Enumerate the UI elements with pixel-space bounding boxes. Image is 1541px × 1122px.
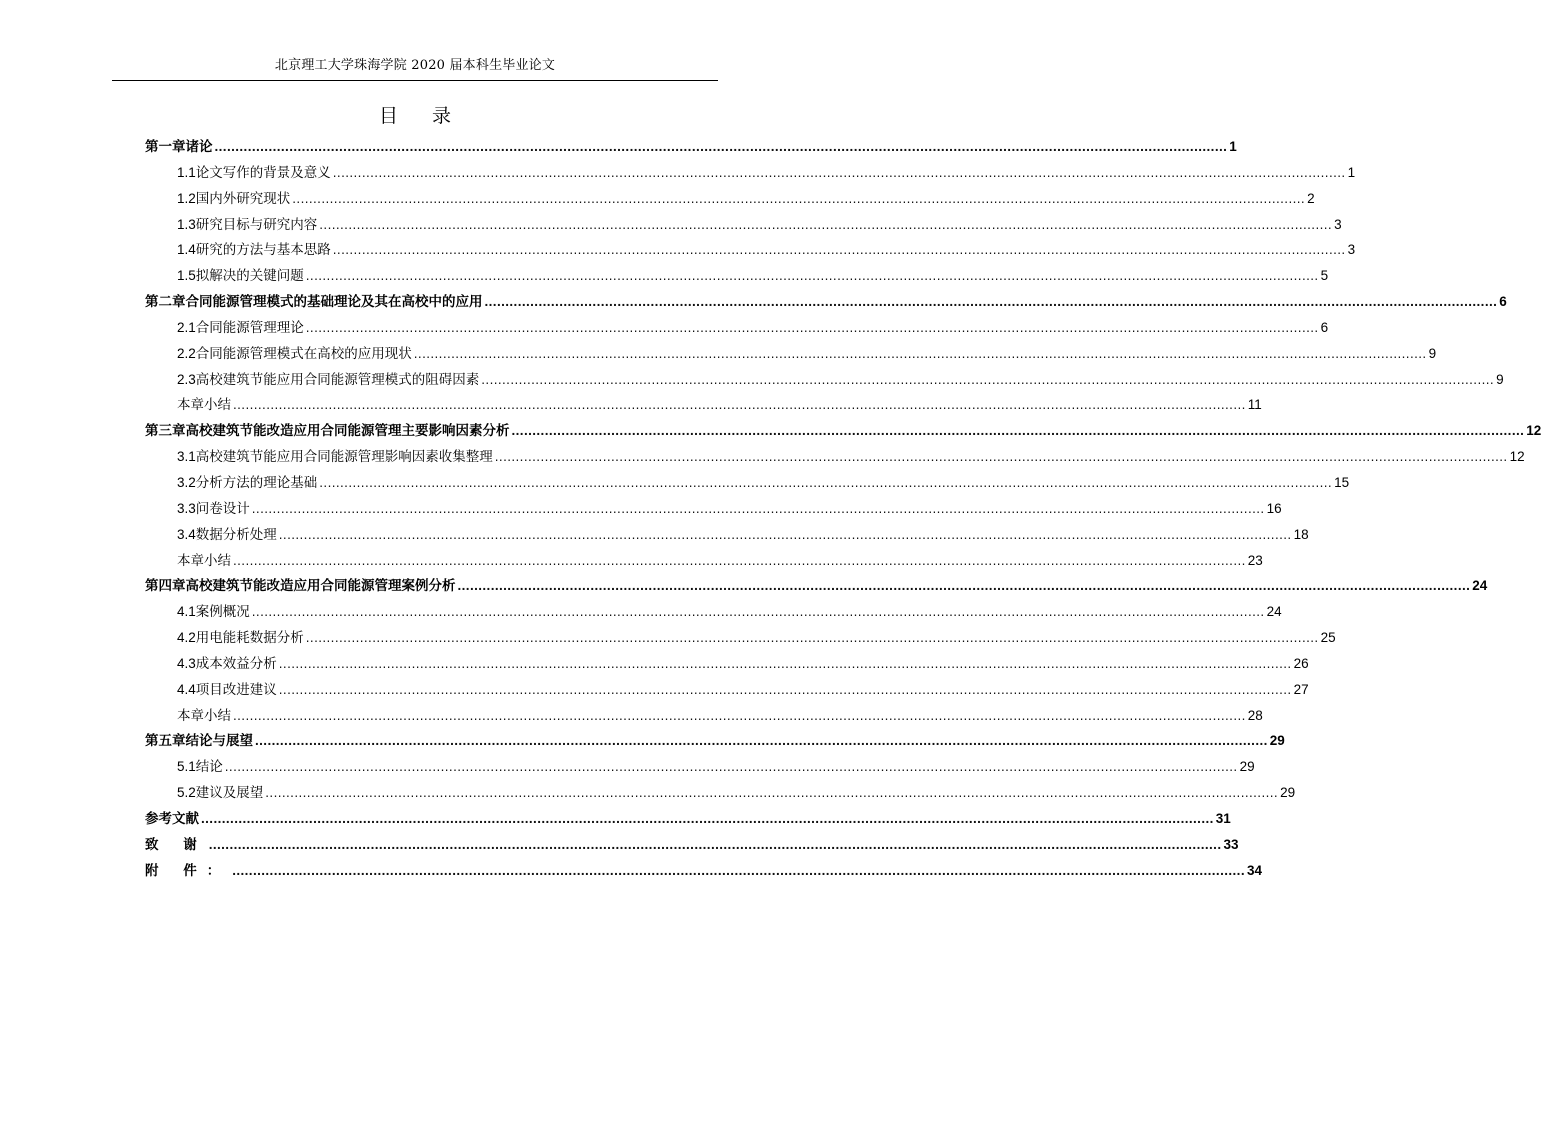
- toc-entry-page-number: 29: [1269, 733, 1285, 749]
- toc-entry-number: 第五章: [145, 733, 186, 750]
- toc-entry-page-number: 1: [1347, 164, 1356, 180]
- toc-entry-number: 3.2: [177, 474, 196, 490]
- toc-entry-label: 诸论: [185, 139, 213, 155]
- toc-entry-page-number: 3: [1347, 242, 1356, 258]
- toc-entry-label: 建议及展望: [195, 785, 264, 802]
- toc-entry-label: 本章小结: [177, 552, 231, 569]
- dot-leader: [458, 575, 1471, 597]
- toc-entry-label: 问卷设计: [195, 500, 250, 517]
- toc-entry-number: 4.1: [177, 604, 196, 620]
- toc-entry-label: 高校建筑节能应用合同能源管理模式的阻碍因素: [195, 371, 480, 388]
- toc-entry[interactable]: [145, 834, 1239, 860]
- toc-entry-number: 3.1: [177, 449, 196, 465]
- toc-entry-page-number: 26: [1293, 655, 1309, 671]
- dot-leader: [255, 730, 1268, 752]
- toc-entry-number: 5.1: [177, 759, 196, 775]
- dot-leader: [279, 679, 1292, 701]
- toc-entry-label: 致 谢: [145, 836, 207, 853]
- dot-leader: [306, 265, 1319, 287]
- toc-entry-label: 研究的方法与基本思路: [195, 242, 331, 259]
- toc-entry[interactable]: [145, 550, 1263, 576]
- toc-entry-page-number: 33: [1223, 836, 1239, 852]
- toc-entry[interactable]: [145, 860, 1263, 886]
- toc-entry-page-number: 6: [1499, 294, 1507, 310]
- toc-entry-label: 项目改进建议: [195, 681, 277, 698]
- toc-entry-page-number: 6: [1320, 319, 1329, 335]
- dot-leader: [414, 343, 1427, 365]
- toc-entry-number: 4.4: [177, 681, 196, 697]
- toc-entry[interactable]: [145, 291, 1507, 317]
- toc-entry-label: 成本效益分析: [195, 655, 277, 672]
- dot-leader: [209, 834, 1222, 856]
- toc-entry-page-number: 23: [1247, 552, 1263, 568]
- toc-entry-number: 第四章: [145, 578, 186, 595]
- toc-entry-label: 论文写作的背景及意义: [195, 164, 331, 181]
- toc-entry[interactable]: [145, 575, 1488, 601]
- toc-entry-page-number: 12: [1526, 423, 1541, 439]
- toc-entry-number: 第一章: [145, 139, 186, 155]
- dot-leader: [233, 705, 1246, 727]
- toc-entry-label: 合同能源管理模式的基础理论及其在高校中的应用: [185, 294, 483, 311]
- toc-entry-number: 2.1: [177, 319, 196, 335]
- toc-entry-number: 3.4: [177, 526, 196, 542]
- dot-leader: [333, 162, 1346, 184]
- toc-entry[interactable]: [145, 420, 1541, 446]
- toc-entry-page-number: 24: [1472, 578, 1488, 594]
- toc-entry-label: 国内外研究现状: [195, 190, 291, 207]
- toc-entry[interactable]: [145, 394, 1262, 420]
- toc-entry[interactable]: [145, 446, 1525, 472]
- dot-leader: [201, 808, 1214, 830]
- toc-entry[interactable]: [145, 653, 1309, 679]
- toc-entry-page-number: 15: [1334, 474, 1350, 490]
- toc-entry-label: 合同能源管理理论: [195, 319, 304, 336]
- toc-entry[interactable]: [145, 808, 1231, 834]
- toc-entry-page-number: 5: [1320, 268, 1329, 284]
- dot-leader: [495, 446, 1508, 468]
- toc-entry-label: 结论与展望: [185, 733, 253, 750]
- dot-leader: [265, 782, 1278, 804]
- running-header: 北京理工大学珠海学院 2020 届本科生毕业论文: [274, 58, 556, 73]
- toc-entry-label: 参考文献: [145, 810, 199, 827]
- dot-leader: [233, 394, 1246, 416]
- toc-entry-page-number: 2: [1307, 190, 1315, 206]
- dot-leader: [215, 136, 1228, 158]
- toc-entry-number: 1.5: [177, 268, 196, 284]
- dot-leader: [232, 860, 1245, 882]
- toc-entry-label: 附 件：: [145, 862, 231, 879]
- toc-entry-number: 1.1: [177, 164, 196, 180]
- toc-entry-page-number: 25: [1320, 630, 1336, 646]
- toc-entry-page-number: 28: [1247, 707, 1263, 723]
- toc-entry-number: 2.3: [177, 371, 196, 387]
- toc-entry-page-number: 9: [1428, 345, 1437, 361]
- dot-leader: [279, 524, 1292, 546]
- toc-entry-number: 1.3: [177, 216, 196, 232]
- toc-entry-number: 2.2: [177, 345, 196, 361]
- toc-entry-page-number: 31: [1215, 810, 1231, 826]
- toc-entry-page-number: 24: [1266, 604, 1282, 620]
- toc-entry-label: 数据分析处理: [195, 526, 277, 543]
- dot-leader: [512, 420, 1525, 442]
- toc-entry-page-number: 12: [1509, 449, 1525, 465]
- toc-entry[interactable]: [145, 239, 1356, 265]
- toc-entry[interactable]: [145, 498, 1282, 524]
- dot-leader: [306, 317, 1319, 339]
- toc-entry-label: 结论: [195, 759, 223, 776]
- dot-leader: [252, 498, 1265, 520]
- dot-leader: [292, 188, 1305, 210]
- toc-entry-label: 高校建筑节能应用合同能源管理影响因素收集整理: [195, 449, 493, 466]
- toc-entry[interactable]: [145, 730, 1285, 756]
- toc-entry[interactable]: [145, 627, 1336, 653]
- toc-entry-label: 高校建筑节能改造应用合同能源管理主要影响因素分析: [185, 423, 510, 440]
- toc-entry-page-number: 29: [1239, 759, 1255, 775]
- toc-entry[interactable]: [145, 756, 1255, 782]
- header-rule: [112, 80, 718, 81]
- toc-title: 目 录: [378, 105, 466, 127]
- toc-entry-page-number: 16: [1266, 500, 1282, 516]
- toc-entry-label: 合同能源管理模式在高校的应用现状: [195, 345, 412, 362]
- toc-entry-label: 研究目标与研究内容: [195, 216, 318, 233]
- toc-entry[interactable]: [145, 136, 1237, 162]
- toc-entry[interactable]: [145, 162, 1356, 188]
- dot-leader: [485, 291, 1498, 313]
- toc-entry[interactable]: [145, 705, 1263, 731]
- toc-entry[interactable]: [145, 369, 1504, 395]
- toc-entry-label: 高校建筑节能改造应用合同能源管理案例分析: [185, 578, 456, 595]
- toc-entry-page-number: 18: [1293, 526, 1309, 542]
- toc-entry[interactable]: [145, 265, 1329, 291]
- toc-entry-label: 分析方法的理论基础: [195, 474, 318, 491]
- toc-entry-number: 1.4: [177, 242, 196, 258]
- toc-entry-label: 用电能耗数据分析: [195, 630, 304, 647]
- toc-entry[interactable]: [145, 343, 1437, 369]
- toc-entry-label: 本章小结: [177, 707, 231, 724]
- toc-entry[interactable]: [145, 472, 1350, 498]
- toc-entry-number: 4.3: [177, 655, 196, 671]
- toc-entry-number: 第二章: [145, 294, 186, 311]
- toc-entry-label: 拟解决的关键问题: [195, 268, 304, 285]
- toc-entry[interactable]: [145, 317, 1329, 343]
- toc-entry-page-number: 27: [1293, 681, 1309, 697]
- dot-leader: [225, 756, 1238, 778]
- toc-entry[interactable]: [145, 188, 1315, 214]
- toc-entry-page-number: 1: [1229, 139, 1237, 154]
- toc-entry-number: 第三章: [145, 423, 186, 440]
- dot-leader: [279, 653, 1292, 675]
- toc-entry-number: 5.2: [177, 785, 196, 801]
- dot-leader: [481, 369, 1494, 391]
- toc-entry-label: 案例概况: [195, 604, 250, 621]
- dot-leader: [319, 214, 1332, 236]
- dot-leader: [233, 550, 1246, 572]
- table-of-contents: [145, 136, 1541, 885]
- dot-leader: [333, 239, 1346, 261]
- toc-entry[interactable]: [145, 524, 1309, 550]
- toc-entry[interactable]: [145, 679, 1309, 705]
- toc-entry-number: 4.2: [177, 630, 196, 646]
- toc-entry[interactable]: [145, 601, 1282, 627]
- toc-entry[interactable]: [145, 782, 1296, 808]
- toc-entry-page-number: 29: [1280, 785, 1296, 801]
- dot-leader: [319, 472, 1332, 494]
- toc-entry-number: 3.3: [177, 500, 196, 516]
- dot-leader: [306, 627, 1319, 649]
- toc-entry-number: 1.2: [177, 190, 196, 206]
- toc-entry-page-number: 34: [1246, 862, 1263, 878]
- dot-leader: [252, 601, 1265, 623]
- toc-entry-label: 本章小结: [177, 397, 231, 414]
- toc-entry-page-number: 11: [1247, 397, 1262, 413]
- toc-entry-page-number: 3: [1334, 216, 1342, 232]
- toc-entry-page-number: 9: [1496, 371, 1504, 387]
- toc-entry[interactable]: [145, 214, 1342, 240]
